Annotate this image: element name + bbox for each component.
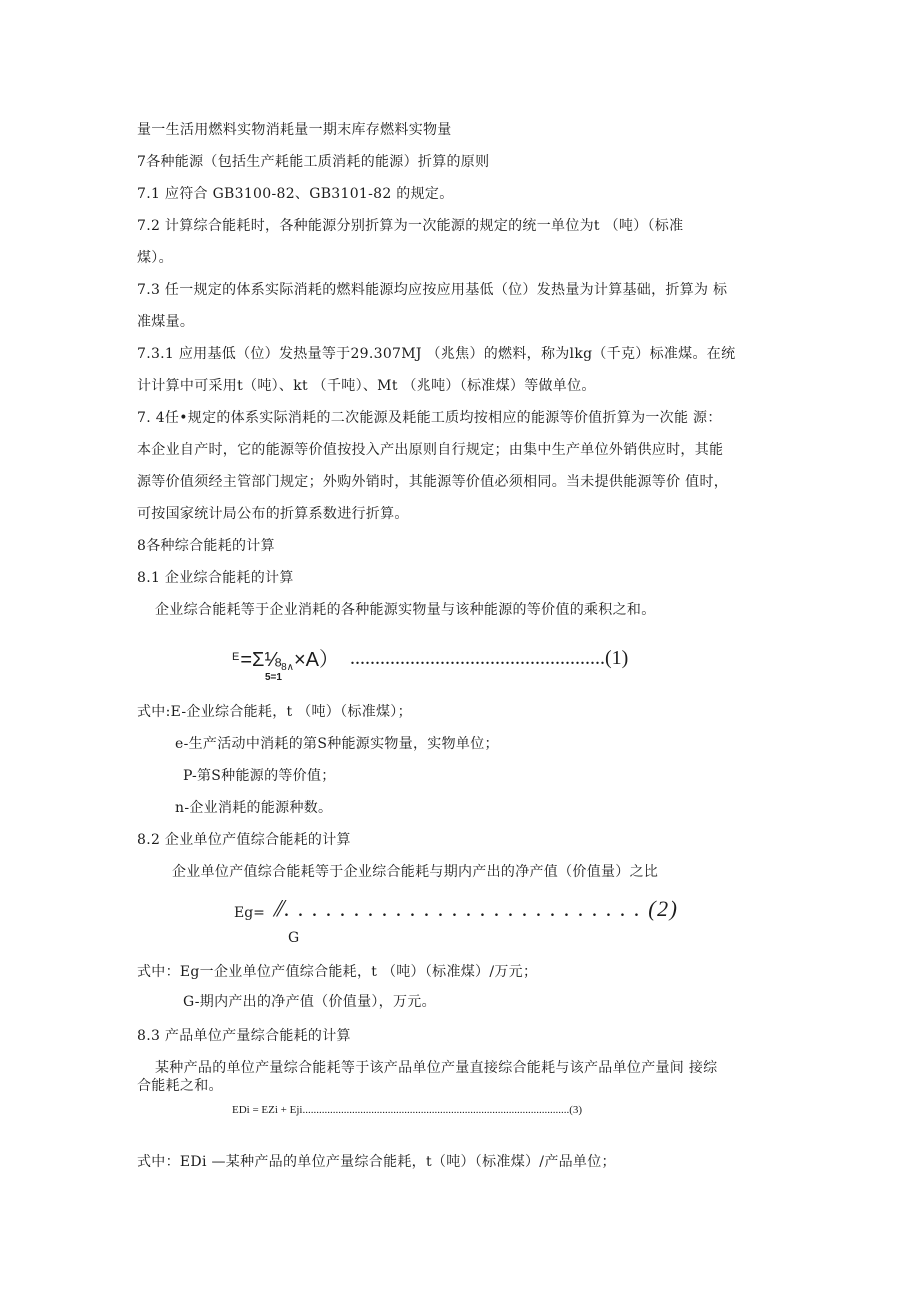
formula-1-lower-limit: 5=1 [265, 672, 282, 683]
text-line: n-企业消耗的能源种数。 [175, 800, 333, 816]
formula-1-body: =Σ⅛ [240, 649, 282, 671]
formula-3: EDi = EZi + Eji.................................................................................................(3) [232, 1104, 583, 1116]
text-line: 本企业自产时，它的能源等价值按投入产出原则自行规定；由集中生产单位外销供应时，其能 [137, 442, 724, 458]
text-line: 7.3.1 应用基低（位）发热量等于29.307MJ （兆焦）的燃料，称为lkg（千克）标准煤。在统 [137, 346, 736, 362]
text-line: 式中:E-企业综合能耗，t （吨）（标准煤）； [137, 704, 412, 720]
text-line: 7.1 应符合 GB3100-82、GB3101-82 的规定。 [137, 186, 454, 202]
formula-1-sub: 8∧ [281, 662, 294, 673]
text-line: 式中：EDi —某种产品的单位产量综合能耗，t（吨）（标准煤）/产品单位； [137, 1154, 616, 1170]
text-line: 式中：Eg一企业单位产值综合能耗，t （吨）（标准煤）/万元； [137, 964, 538, 980]
text-line: 计计算中可采用t（吨）、kt （千吨）、Mt （兆吨）（标准煤）等做单位。 [137, 378, 596, 394]
text-line: 企业单位产值综合能耗等于企业综合能耗与期内产出的净产值（价值量）之比 [172, 864, 659, 880]
text-line: 某种产品的单位产量综合能耗等于该产品单位产量直接综合能耗与该产品单位产量间 接综 [155, 1060, 718, 1076]
formula-2-number: ⫽. . . . . . . . . . . . . . . . . . . . . . . . . . (2) [273, 896, 679, 921]
text-line: 源等价值须经主管部门规定；外购外销时，其能源等价值必须相同。当未提供能源等价 值时， [137, 474, 729, 490]
text-line: P-第S种能源的等价值； [183, 768, 336, 784]
text-line: 7.2 计算综合能耗时，各种能源分别折算为一次能源的规定的统一单位为t （吨）（标准 [137, 218, 684, 234]
text-line: 7.3 任一规定的体系实际消耗的燃料能源均应按应用基低（位）发热量为计算基础，折算为 标 [137, 282, 728, 298]
text-line: 合能耗之和。 [137, 1078, 223, 1094]
subsection-heading: 8.1 企业综合能耗的计算 [137, 570, 294, 586]
formula-1 [232, 644, 339, 681]
section-heading: 7各种能源（包括生产耗能工质消耗的能源）折算的原则 [137, 154, 490, 170]
subsection-heading: 8.2 企业单位产值综合能耗的计算 [137, 832, 351, 848]
subsection-heading: 8.3 产品单位产量综合能耗的计算 [137, 1028, 351, 1044]
text-line: 准煤量。 [137, 314, 195, 330]
text-line: 可按国家统计局公布的折算系数进行折算。 [137, 506, 409, 522]
text-line: 煤）。 [137, 250, 173, 266]
formula-1-e: E [232, 651, 240, 663]
formula-2-denominator: G [288, 930, 300, 946]
text-line: 量一生活用燃料实物消耗量一期末库存燃料实物量 [137, 122, 452, 138]
text-line: G-期内产出的净产值（价值量），万元。 [183, 994, 436, 1010]
text-line: 企业综合能耗等于企业消耗的各种能源实物量与该种能源的等价值的乘积之和。 [155, 602, 656, 618]
text-line: 7. 4任•规定的体系实际消耗的二次能源及耗能工质均按相应的能源等价值折算为一次能 源： [137, 410, 722, 426]
text-line: e-生产活动中消耗的第S种能源实物量，实物单位； [175, 736, 499, 752]
formula-2-label: Eg= [234, 905, 265, 921]
formula-1-rest: ×A） [293, 649, 339, 671]
formula-1-number: ...................................................(1) [350, 647, 629, 669]
section-heading: 8各种综合能耗的计算 [137, 538, 275, 554]
